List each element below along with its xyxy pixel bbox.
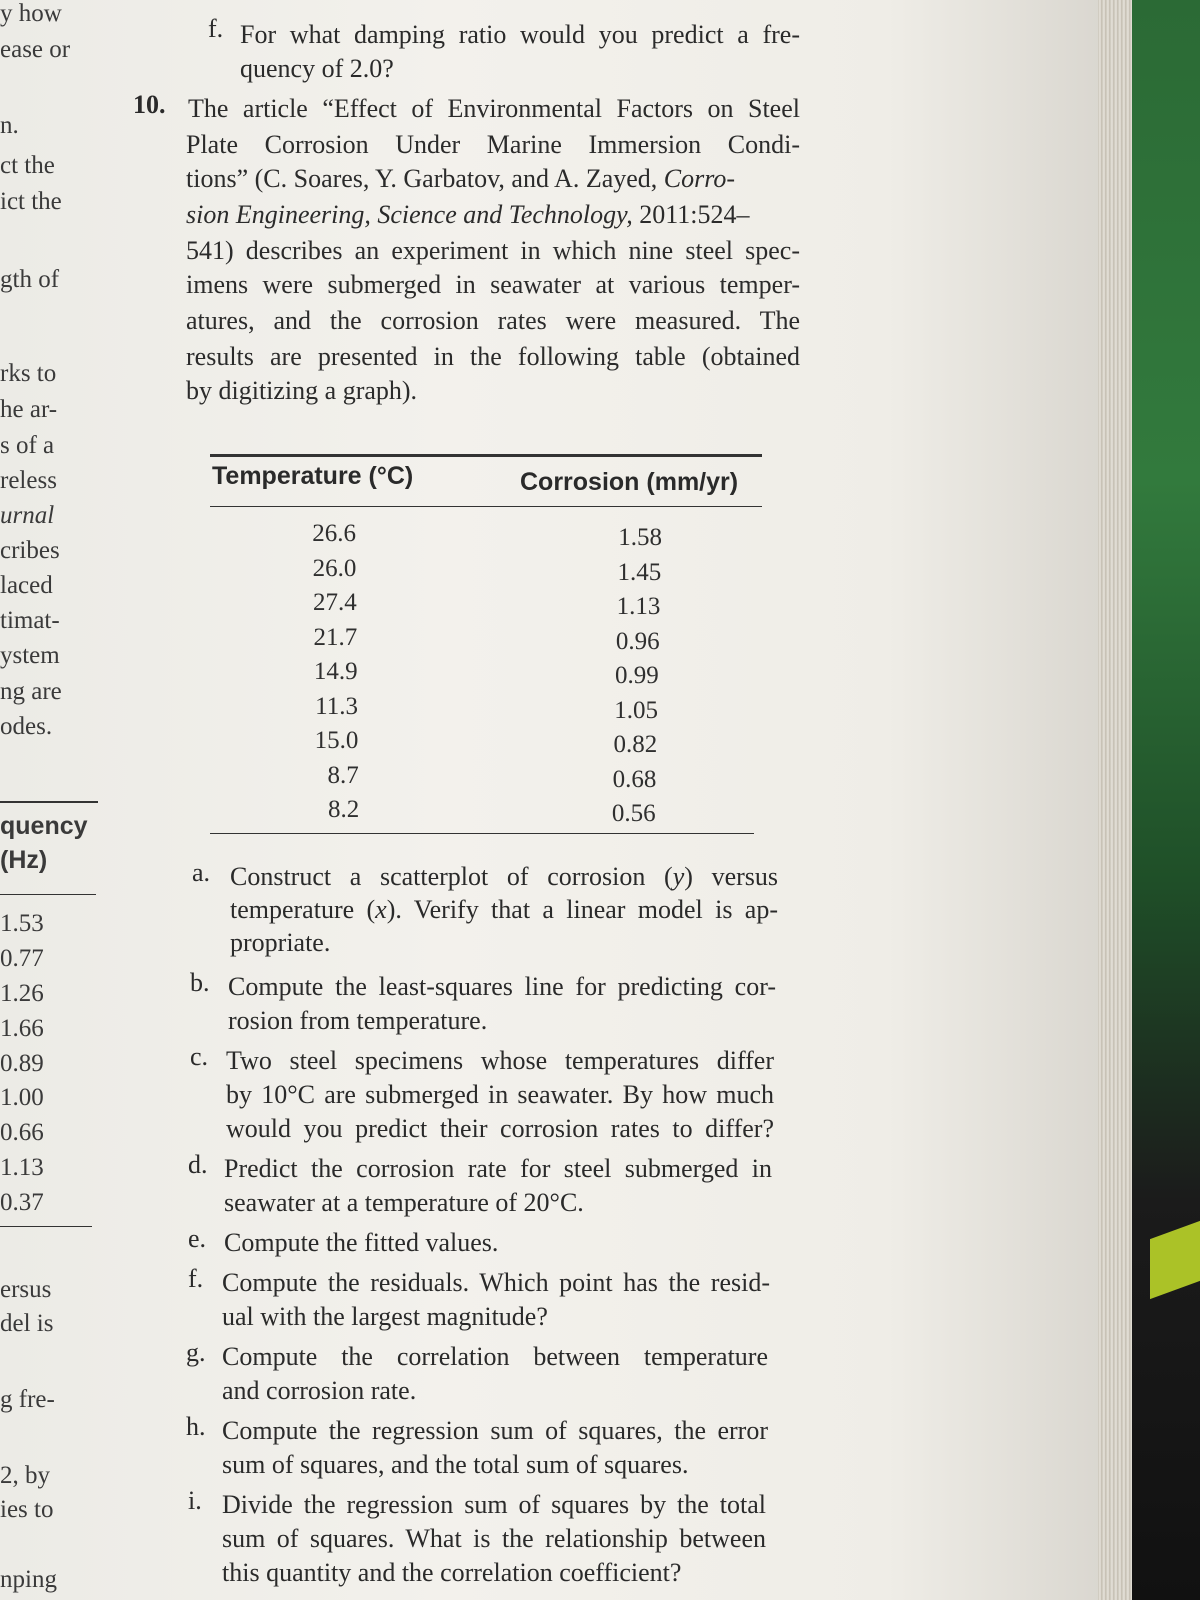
left-table-header: (Hz)	[0, 846, 48, 874]
problem-text-line: imens were submerged in seawater at various temper-	[186, 270, 800, 299]
part-text-line: would you predict their corrosion rates to differ?	[226, 1114, 774, 1143]
problem-text-line: results are presented in the following table (obtained	[186, 342, 800, 371]
left-fragment: n.	[0, 112, 19, 139]
part-label: f.	[188, 1264, 204, 1293]
left-fragment: ies to	[0, 1496, 54, 1523]
part-label: c.	[190, 1042, 209, 1071]
temperature-cell: 21.7	[313, 623, 358, 651]
page-edges	[1098, 0, 1132, 1600]
problem-text-line: 541) describes an experiment in which nine steel spec-	[186, 236, 800, 265]
left-fragment: timat-	[0, 607, 60, 634]
table-header-temperature: Temperature (°C)	[212, 462, 414, 490]
temperature-cell: 26.0	[312, 554, 357, 582]
part-text-line: temperature (x). Verify that a linear model is ap-	[230, 895, 778, 924]
left-table-value: 1.66	[0, 1015, 44, 1042]
background-object	[1150, 1221, 1200, 1299]
corrosion-cell: 0.56	[611, 800, 656, 827]
part-text-line: Divide the regression sum of squares by the total	[222, 1490, 766, 1519]
left-fragment: ict the	[0, 188, 62, 215]
left-table-bottom-rule	[0, 1226, 92, 1227]
table-top-rule	[210, 454, 762, 457]
left-fragment: g fre-	[0, 1386, 55, 1413]
part-text-line: Compute the residuals. Which point has the resid-	[222, 1268, 770, 1297]
left-fragment: s of a	[0, 432, 55, 459]
corrosion-cell: 1.05	[614, 696, 658, 724]
temperature-cell: 14.9	[313, 658, 358, 685]
part-text-line: Compute the fitted values.	[224, 1228, 499, 1257]
temperature-cell: 26.6	[312, 520, 356, 547]
part-label: g.	[186, 1338, 206, 1367]
left-table-value: 1.13	[0, 1154, 44, 1181]
corrosion-cell: 0.82	[613, 731, 658, 758]
left-table-value: 0.37	[0, 1189, 44, 1216]
part-text-line: ual with the largest magnitude?	[222, 1302, 548, 1331]
part-text-line: Construct a scatterplot of corrosion (y) versus	[230, 862, 779, 891]
corrosion-cell: 1.58	[618, 524, 662, 551]
temperature-cell: 15.0	[314, 727, 359, 754]
left-table-value: 0.89	[0, 1050, 44, 1077]
left-fragment: reless	[0, 467, 57, 494]
problem-text-line: atures, and the corrosion rates were measured. The	[186, 306, 800, 335]
part-label: e.	[188, 1224, 207, 1253]
part-text-line: and corrosion rate.	[222, 1376, 417, 1405]
problem-text-line: The article “Effect of Environmental Factors on Steel	[188, 94, 800, 123]
part-text-line: seawater at a temperature of 20°C.	[224, 1188, 584, 1217]
part-text-line: this quantity and the correlation coefficient?	[222, 1558, 682, 1587]
problem-text-line: Plate Corrosion Under Marine Immersion Condi-	[186, 130, 800, 159]
left-table-value: 1.53	[0, 910, 44, 937]
temperature-cell: 27.4	[313, 589, 357, 616]
part-text-line: propriate.	[230, 928, 331, 957]
corrosion-cell: 0.99	[615, 662, 659, 689]
part-text-line: Predict the corrosion rate for steel submerged in	[224, 1154, 772, 1183]
left-table-header: quency	[0, 812, 88, 840]
problem-text-line: by digitizing a graph).	[186, 376, 418, 405]
left-table-value: 1.26	[0, 980, 44, 1007]
table-bottom-rule	[210, 833, 754, 834]
part-text-line: Two steel specimens whose temperatures differ	[226, 1046, 774, 1075]
left-table-value: 1.00	[0, 1084, 44, 1111]
part-text-line: Compute the least-squares line for predicting cor-	[228, 972, 776, 1001]
left-fragment: cribes	[0, 537, 60, 564]
corrosion-cell: 1.45	[617, 558, 662, 586]
left-table-value: 0.66	[0, 1119, 44, 1146]
left-fragment: nping	[0, 1566, 57, 1593]
left-table-value: 0.77	[0, 945, 44, 972]
part-text-line: Compute the regression sum of squares, the error	[222, 1416, 768, 1445]
left-fragment: he ar-	[0, 396, 58, 423]
left-table-mid-rule	[0, 894, 96, 895]
left-fragment: ct the	[0, 152, 55, 179]
part-text-line: sum of squares. What is the relationship between	[222, 1524, 766, 1553]
part-text-line: quency of 2.0?	[240, 54, 394, 83]
left-fragment: ersus	[0, 1276, 52, 1303]
left-fragment: 2, by	[0, 1462, 50, 1489]
part-text-line: For what damping ratio would you predict a fre-	[240, 20, 800, 49]
corrosion-cell: 1.13	[616, 593, 661, 620]
left-fragment: del is	[0, 1310, 54, 1337]
table-header-rule	[210, 506, 762, 507]
temperature-cell: 11.3	[315, 692, 358, 720]
part-label: i.	[188, 1486, 202, 1515]
left-fragment: urnal	[0, 502, 55, 529]
background-surface	[1132, 0, 1200, 1600]
left-fragment: ease or	[0, 36, 71, 63]
part-label: a.	[192, 858, 211, 887]
corrosion-cell: 0.96	[615, 627, 660, 655]
left-table-top-rule	[0, 801, 98, 803]
table-header-corrosion: Corrosion (mm/yr)	[520, 468, 739, 496]
left-fragment: odes.	[0, 713, 53, 740]
part-label: f.	[208, 14, 224, 43]
part-text-line: sum of squares, and the total sum of squares.	[222, 1450, 689, 1479]
left-fragment: gth of	[0, 266, 60, 293]
part-label: d.	[188, 1150, 208, 1179]
left-fragment: ystem	[0, 642, 60, 669]
temperature-cell: 8.7	[327, 761, 359, 789]
part-text-line: by 10°C are submerged in seawater. By how much	[226, 1080, 774, 1109]
problem-text-line: sion Engineering, Science and Technology, 2011:524–	[186, 200, 750, 229]
problem-text-line: tions” (C. Soares, Y. Garbatov, and A. Zayed, Corro-	[186, 164, 736, 193]
left-fragment: rks to	[0, 360, 57, 387]
problem-number: 10.	[133, 90, 166, 119]
corrosion-cell: 0.68	[612, 765, 657, 793]
left-fragment: ng are	[0, 678, 62, 705]
left-fragment: y how	[0, 0, 62, 27]
left-fragment: laced	[0, 572, 53, 599]
part-label: h.	[186, 1412, 206, 1441]
part-label: b.	[190, 968, 210, 997]
part-text-line: rosion from temperature.	[228, 1006, 488, 1035]
temperature-cell: 8.2	[327, 796, 360, 823]
part-text-line: Compute the correlation between temperature	[222, 1342, 768, 1371]
